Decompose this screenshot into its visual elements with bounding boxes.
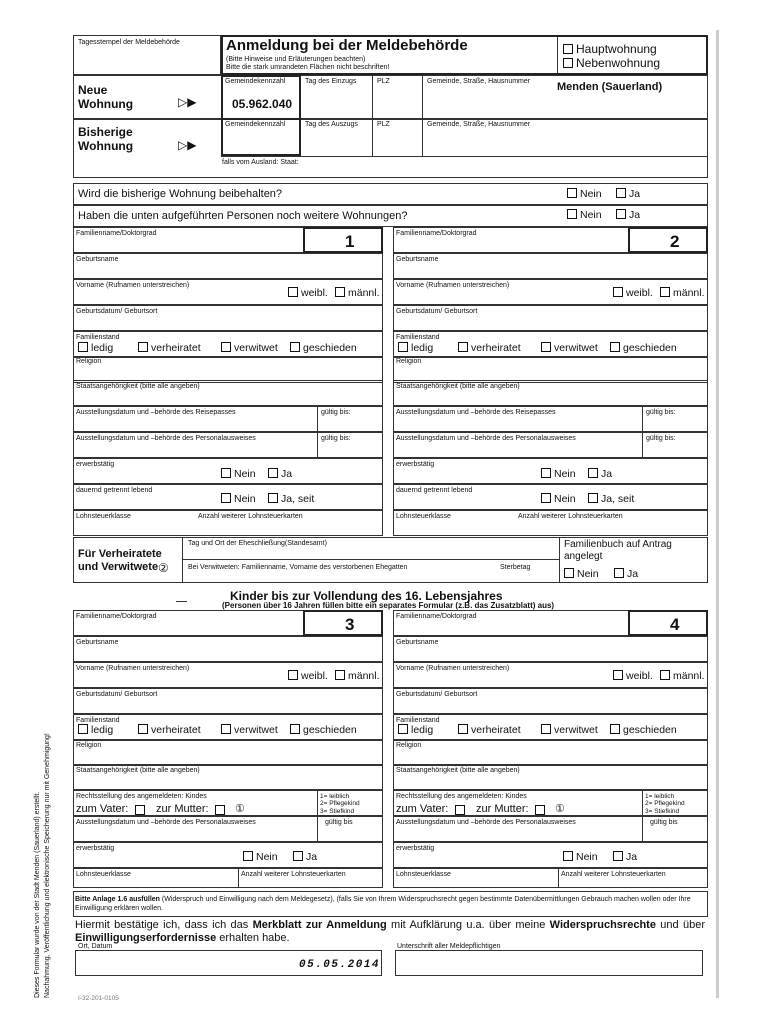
checkbox-icon[interactable] [588, 493, 598, 503]
separated-no[interactable]: Nein [221, 493, 256, 505]
family-book-label: Familienbuch auf Antrag angelegt [564, 539, 672, 562]
checkbox-icon[interactable] [288, 287, 298, 297]
further-homes-no[interactable]: Nein [567, 209, 602, 221]
person-number: 2 [670, 232, 680, 251]
form-subtitle-1: (Bitte Hinweise und Erläuterungen beachten) [226, 56, 366, 63]
field-label: Staatsangehörigkeit (bitte alle angeben) [76, 383, 200, 390]
divorced-option[interactable]: geschieden [610, 342, 677, 354]
separated-yes-since[interactable]: Ja, seit [588, 493, 634, 505]
checkbox-icon[interactable] [564, 568, 574, 578]
field-label: Religion [76, 358, 102, 365]
checkbox-icon[interactable] [613, 670, 623, 680]
field-label: Vorname (Rufnamen unterstreichen) [396, 665, 510, 672]
family-book-yes[interactable]: Ja [614, 568, 638, 580]
children-subtitle: (Personen über 16 Jahren füllen bitte ein separates Formular (z.B. das Zusatzblatt) aus) [222, 601, 555, 610]
father-checkbox[interactable] [455, 805, 465, 815]
field-label: Religion [396, 742, 422, 749]
checkbox-icon[interactable] [335, 287, 345, 297]
person-2-field[interactable] [393, 253, 708, 279]
new-city-value[interactable]: Menden (Sauerland) [557, 81, 663, 93]
checkbox-icon[interactable] [541, 468, 551, 478]
field-label: Familienstand [76, 334, 120, 341]
checkbox-icon[interactable] [78, 724, 88, 734]
field-label: Familienstand [396, 334, 440, 341]
family-book-no[interactable]: Nein [564, 568, 599, 580]
checkbox-icon[interactable] [660, 287, 670, 297]
child-2-field[interactable] [393, 842, 708, 868]
checkbox-icon[interactable] [458, 724, 468, 734]
field-label: Geburtsdatum/ Geburtsort [76, 691, 158, 698]
employed-no[interactable]: Nein [243, 851, 278, 863]
field-label: gültig bis: [646, 435, 676, 442]
field-label: Lohnsteuerklasse [396, 513, 451, 520]
field-label: erwerbstätig [396, 461, 435, 468]
father-label: zum Vater: [396, 803, 449, 815]
checkbox-icon[interactable] [610, 342, 620, 352]
checkbox-icon[interactable] [614, 568, 624, 578]
field-label: dauernd getrennt lebend [396, 487, 473, 494]
separated-no[interactable]: Nein [541, 493, 576, 505]
field-label: Vorname (Rufnamen unterstreichen) [76, 282, 190, 289]
checkbox-icon[interactable] [613, 851, 623, 861]
male-option[interactable]: männl. [335, 670, 380, 682]
field-label: 1= leiblich [320, 793, 350, 800]
field-label: Lohnsteuerklasse [76, 513, 131, 520]
field-label: Staatsangehörigkeit (bitte alle angeben) [396, 383, 520, 390]
checkbox-icon[interactable] [293, 851, 303, 861]
divorced-option[interactable]: geschieden [290, 342, 357, 354]
field-label: Rechtsstellung des angemeldeten: Kindes [76, 793, 207, 800]
field-label: erwerbstätig [76, 461, 115, 468]
checkbox-icon[interactable] [563, 851, 573, 861]
field-label: gültig bis: [321, 435, 351, 442]
form-subtitle-2: Bitte die stark umrandeten Flächen nicht beschriften! [226, 64, 390, 71]
mother-label: zur Mutter: [156, 803, 209, 815]
field-label: gültig bis [325, 819, 353, 826]
field-label: Familienname/Doktorgrad [396, 230, 477, 237]
married-option[interactable]: verheiratet [138, 342, 201, 354]
field-label: Ausstellungsdatum und –behörde des Personalausweises [396, 435, 576, 442]
secondary-residence-checkbox[interactable] [563, 58, 573, 68]
divorced-option[interactable]: geschieden [610, 724, 677, 736]
female-option[interactable]: weibl. [288, 287, 328, 299]
form-title: Anmeldung bei der Meldebehörde [226, 37, 468, 54]
employed-no[interactable]: Nein [563, 851, 598, 863]
field-label: gültig bis: [321, 409, 351, 416]
married-option[interactable]: verheiratet [138, 724, 201, 736]
field-label: Familienname/Doktorgrad [76, 230, 157, 237]
field-label: Geburtsname [396, 639, 439, 646]
field-label: 1= leiblich [645, 793, 675, 800]
field-label: Geburtsdatum/ Geburtsort [76, 308, 158, 315]
married-label: Für Verheiratete und Verwitwete [78, 548, 162, 573]
checkbox-icon[interactable] [458, 342, 468, 352]
person-number: 3 [345, 615, 355, 634]
checkbox-icon[interactable] [138, 342, 148, 352]
field-label: Religion [76, 742, 102, 749]
mother-checkbox[interactable] [215, 805, 225, 815]
keep-old-yes[interactable]: Ja [616, 188, 640, 200]
checkbox-icon[interactable] [610, 724, 620, 734]
married-option[interactable]: verheiratet [458, 342, 521, 354]
single-option[interactable]: ledig [78, 342, 113, 354]
checkbox-icon[interactable] [613, 287, 623, 297]
checkbox-icon[interactable] [541, 342, 551, 352]
form-number: I-32-201-0105 [78, 995, 119, 1002]
field-label: Vorname (Rufnamen unterstreichen) [76, 665, 190, 672]
field-label: Religion [396, 358, 422, 365]
field-label: 3= Stiefkind [320, 808, 355, 815]
checkbox-icon[interactable] [335, 670, 345, 680]
divorced-option[interactable]: geschieden [290, 724, 357, 736]
field-label: Rechtsstellung des angemeldeten: Kindes [396, 793, 527, 800]
employed-yes[interactable]: Ja [268, 468, 292, 480]
field-label: Geburtsname [76, 256, 119, 263]
female-option[interactable]: weibl. [288, 670, 328, 682]
checkbox-icon[interactable] [268, 468, 278, 478]
field-label: Anzahl weiterer Lohnsteuerkarten [241, 871, 346, 878]
arrow-icon: ▷▶ [178, 95, 197, 109]
field-label: Familienname/Doktorgrad [396, 613, 477, 620]
field-label: Geburtsname [396, 256, 439, 263]
checkbox-icon[interactable] [567, 188, 577, 198]
single-option[interactable]: ledig [398, 724, 433, 736]
single-option[interactable]: ledig [78, 724, 113, 736]
field-label: Lohnsteuerklasse [76, 871, 131, 878]
field-label: Vorname (Rufnamen unterstreichen) [396, 282, 510, 289]
old-address-box [73, 118, 708, 178]
secondary-residence-option[interactable]: Nebenwohnung [563, 57, 660, 69]
father-checkbox[interactable] [135, 805, 145, 815]
employed-yes[interactable]: Ja [588, 468, 612, 480]
arrow-icon: ▷▶ [178, 138, 197, 152]
person-1-field[interactable] [73, 253, 383, 279]
field-label: 2= Pflegekind [320, 800, 360, 807]
person-number: 4 [670, 615, 680, 634]
married-option[interactable]: verheiratet [458, 724, 521, 736]
further-homes-yes[interactable]: Ja [616, 209, 640, 221]
male-option[interactable]: männl. [660, 670, 705, 682]
stamp-label: Tagesstempel der Meldebehörde [78, 39, 180, 46]
side-note: Dieses Formular wurde von der Stadt Menden (Sauerland) erstellt. [34, 791, 41, 998]
field-label: Familienstand [76, 717, 120, 724]
field-label: erwerbstätig [396, 845, 435, 852]
new-gkz-value[interactable]: 05.962.040 [232, 97, 293, 111]
annex-note: Bitte Anlage 1.6 ausfüllen (Widerspruch und Einwilligung nach dem Meldegesetz), (falls Sie von Ihrem Widerspruchsrecht gegen bestimmte Datenübermittlungen Gebrauch machen wollen oder Ihre Einwilligung erklären wollen. [75, 896, 691, 912]
male-option[interactable]: männl. [335, 287, 380, 299]
widowed-option[interactable]: verwitwet [541, 342, 598, 354]
field-label: Ausstellungsdatum und –behörde des Personalausweises [396, 819, 576, 826]
field-label: Ausstellungsdatum und –behörde des Personalausweises [76, 435, 256, 442]
field-label: Ausstellungsdatum und –behörde des Reisepasses [396, 409, 556, 416]
checkbox-icon[interactable] [660, 670, 670, 680]
field-label: gültig bis [650, 819, 678, 826]
field-label: Staatsangehörigkeit (bitte alle angeben) [76, 767, 200, 774]
new-address-label: Neue Wohnung [78, 83, 134, 111]
field-label: Anzahl weiterer Lohnsteuerkarten [561, 871, 666, 878]
children-title: Kinder bis zur Vollendung des 16. Lebensjahres [230, 589, 503, 603]
confirmation-text: Hiermit bestätige ich, dass ich das Merkblatt zur Anmeldung mit Aufklärung u.a. über meine Widerspruchsrechte und über Einwilligungserfordernisse erhalten habe. [75, 919, 705, 944]
field-label: Familienname/Doktorgrad [76, 613, 157, 620]
checkbox-icon[interactable] [221, 342, 231, 352]
field-label: Anzahl weiterer Lohnsteuerkarten [518, 513, 623, 520]
child-1-field[interactable] [73, 636, 383, 662]
widowed-option[interactable]: verwitwet [221, 342, 278, 354]
field-label: Ausstellungsdatum und –behörde des Personalausweises [76, 819, 256, 826]
checkbox-icon[interactable] [221, 724, 231, 734]
date-value[interactable]: 05.05.2014 [299, 959, 381, 971]
female-option[interactable]: weibl. [613, 670, 653, 682]
further-homes-question: Haben die unten aufgeführten Personen noch weitere Wohnungen? [78, 210, 408, 222]
side-note-2: Nachahmung, Veröffentlichung und elektronische Speicherung nur mit Genehmigung! [44, 733, 51, 998]
field-label: Familienstand [396, 717, 440, 724]
checkbox-icon[interactable] [138, 724, 148, 734]
employed-no[interactable]: Nein [221, 468, 256, 480]
checkbox-icon[interactable] [78, 342, 88, 352]
old-address-label: Bisherige Wohnung [78, 125, 134, 153]
checkbox-icon[interactable] [398, 342, 408, 352]
separated-yes-since[interactable]: Ja, seit [268, 493, 314, 505]
single-option[interactable]: ledig [398, 342, 433, 354]
checkbox-icon[interactable] [221, 468, 231, 478]
keep-old-no[interactable]: Nein [567, 188, 602, 200]
main-residence-checkbox[interactable] [563, 44, 573, 54]
field-label: Geburtsdatum/ Geburtsort [396, 691, 478, 698]
checkbox-icon[interactable] [541, 724, 551, 734]
checkbox-icon[interactable] [290, 342, 300, 352]
mother-checkbox[interactable] [535, 805, 545, 815]
field-label: 3= Stiefkind [645, 808, 680, 815]
checkbox-icon[interactable] [567, 209, 577, 219]
father-label: zum Vater: [76, 803, 129, 815]
checkbox-icon[interactable] [588, 468, 598, 478]
field-label: Lohnsteuerklasse [396, 871, 451, 878]
circled-1-icon: ① [235, 803, 245, 815]
main-residence-option[interactable]: Hauptwohnung [563, 43, 657, 55]
field-label: Ausstellungsdatum und –behörde des Reisepasses [76, 409, 236, 416]
widowed-option[interactable]: verwitwet [221, 724, 278, 736]
field-label: Geburtsdatum/ Geburtsort [396, 308, 478, 315]
employed-yes[interactable]: Ja [613, 851, 637, 863]
widowed-option[interactable]: verwitwet [541, 724, 598, 736]
checkbox-icon[interactable] [243, 851, 253, 861]
mother-label: zur Mutter: [476, 803, 529, 815]
employed-no[interactable]: Nein [541, 468, 576, 480]
checkbox-icon[interactable] [268, 493, 278, 503]
male-option[interactable]: männl. [660, 287, 705, 299]
field-label: dauernd getrennt lebend [76, 487, 153, 494]
checkbox-icon[interactable] [288, 670, 298, 680]
checkbox-icon[interactable] [616, 209, 626, 219]
child-2-field[interactable] [393, 636, 708, 662]
child-2-field[interactable] [393, 740, 708, 766]
field-label: Anzahl weiterer Lohnsteuerkarten [198, 513, 303, 520]
field-label: 2= Pflegekind [645, 800, 685, 807]
person-number: 1 [345, 232, 355, 251]
signature-field[interactable] [395, 950, 703, 976]
checkbox-icon[interactable] [221, 493, 231, 503]
employed-yes[interactable]: Ja [293, 851, 317, 863]
circled-2-icon: ② [158, 561, 169, 575]
child-1-field[interactable] [73, 842, 383, 868]
checkbox-icon[interactable] [290, 724, 300, 734]
field-label: erwerbstätig [76, 845, 115, 852]
checkbox-icon[interactable] [398, 724, 408, 734]
checkbox-icon[interactable] [541, 493, 551, 503]
field-label: Geburtsname [76, 639, 119, 646]
field-label: gültig bis: [646, 409, 676, 416]
field-label: Staatsangehörigkeit (bitte alle angeben) [396, 767, 520, 774]
keep-old-question: Wird die bisherige Wohnung beibehalten? [78, 188, 283, 200]
checkbox-icon[interactable] [616, 188, 626, 198]
female-option[interactable]: weibl. [613, 287, 653, 299]
child-1-field[interactable] [73, 740, 383, 766]
circled-1-icon: ① [555, 803, 565, 815]
